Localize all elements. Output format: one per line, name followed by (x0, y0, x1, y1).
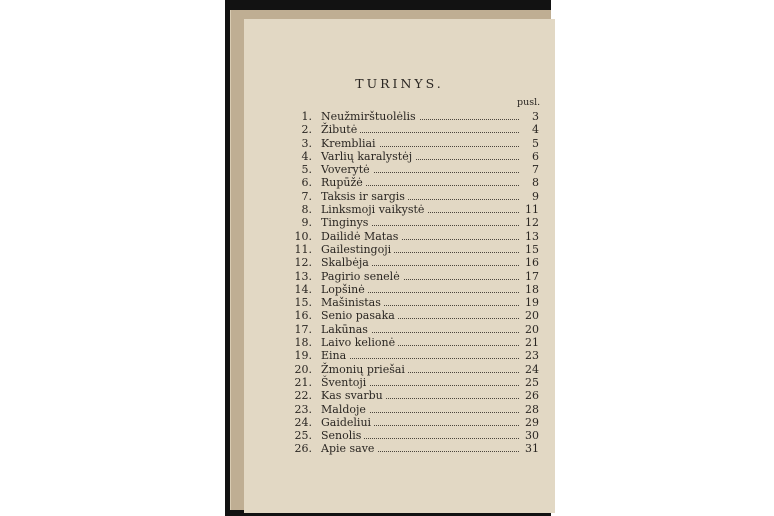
dot-leader (324, 358, 519, 359)
entry-title: Žmonių priešai (321, 363, 408, 376)
toc-heading: TURINYS. (355, 76, 444, 91)
entry-title: Rupūžė (321, 176, 366, 189)
entry-title: Skalbėja (321, 256, 372, 269)
entry-number: 4. (301, 149, 312, 163)
entry-page-number: 15 (525, 242, 539, 256)
entry-page-number: 16 (525, 256, 539, 270)
entry-title: Apie save (321, 442, 377, 455)
toc-entry (244, 349, 555, 362)
entry-number: 6. (301, 176, 312, 190)
entry-title: Voverytė (321, 163, 373, 176)
entry-page-number: 19 (525, 296, 539, 310)
entry-page-number: 5 (532, 136, 539, 150)
entry-page-number: 12 (525, 216, 539, 230)
entry-title: Gailestingoji (321, 243, 394, 256)
entry-page-number: 30 (525, 429, 539, 443)
entry-page-number: 11 (525, 203, 539, 217)
entry-number: 3. (301, 136, 312, 150)
entry-page-number: 18 (525, 282, 539, 296)
entry-title: Lopšinė (321, 283, 368, 296)
entry-number: 10. (294, 229, 312, 243)
toc-entry (244, 176, 555, 189)
entry-number: 21. (294, 375, 312, 389)
toc-entry (244, 323, 555, 336)
entry-number: 18. (294, 336, 312, 350)
entry-number: 1. (301, 110, 312, 123)
entry-title: Varlių karalystėj (321, 150, 415, 163)
entry-page-number: 9 (532, 189, 539, 203)
toc-entry (244, 230, 555, 243)
toc-entry (244, 243, 555, 256)
entry-page-number: 20 (525, 322, 539, 336)
entry-number: 17. (294, 322, 312, 336)
toc-entry (244, 256, 555, 269)
entry-page-number: 20 (525, 309, 539, 323)
toc-entry (244, 123, 555, 136)
entry-number: 14. (294, 282, 312, 296)
entry-title: Žibutė (321, 123, 360, 136)
entry-title: Laivo kelionė (321, 336, 398, 349)
toc-entry (244, 150, 555, 163)
entry-title: Dailidė Matas (321, 230, 401, 243)
entry-number: 13. (294, 269, 312, 283)
entry-number: 15. (294, 296, 312, 310)
entry-page-number: 26 (525, 389, 539, 403)
entry-page-number: 21 (525, 336, 539, 350)
toc-entry (244, 190, 555, 203)
entry-page-number: 3 (532, 110, 539, 123)
toc-entry (244, 163, 555, 176)
toc-entry (244, 416, 555, 429)
page-column-label: pusl. (517, 97, 541, 108)
toc-entry (244, 110, 555, 123)
entry-title: Maldoje (321, 403, 369, 416)
entry-title: Neužmirštuolėlis (321, 110, 419, 123)
entry-title: Tinginys (321, 216, 371, 229)
toc-entry (244, 283, 555, 296)
entry-title: Krembliai (321, 137, 379, 150)
toc-entry (244, 296, 555, 309)
entry-number: 2. (301, 123, 312, 137)
entry-title: Gaideliui (321, 416, 374, 429)
toc-entry (244, 442, 555, 455)
entry-page-number: 13 (525, 229, 539, 243)
toc-entry (244, 403, 555, 416)
entry-title: Eina (321, 349, 349, 362)
entry-title: Kas svarbu (321, 389, 386, 402)
book-photo (225, 0, 551, 516)
toc-entry (244, 336, 555, 349)
entry-title: Lakūnas (321, 323, 371, 336)
entry-title: Šventoji (321, 376, 369, 389)
entry-number: 16. (294, 309, 312, 323)
entry-number: 22. (294, 389, 312, 403)
toc-entry (244, 376, 555, 389)
toc-entry (244, 270, 555, 283)
entry-page-number: 25 (525, 375, 539, 389)
entry-title: Senolis (321, 429, 364, 442)
entry-page-number: 4 (532, 123, 539, 137)
toc-list (244, 110, 555, 456)
entry-title: Pagirio senelė (321, 270, 403, 283)
entry-number: 23. (294, 402, 312, 416)
entry-number: 12. (294, 256, 312, 270)
toc-entry (244, 309, 555, 322)
entry-page-number: 6 (532, 149, 539, 163)
entry-page-number: 7 (532, 163, 539, 177)
entry-number: 20. (294, 362, 312, 376)
book-page (244, 19, 555, 513)
entry-title: Senio pasaka (321, 309, 398, 322)
entry-page-number: 29 (525, 415, 539, 429)
entry-page-number: 28 (525, 402, 539, 416)
entry-page-number: 31 (525, 442, 539, 456)
entry-number: 9. (301, 216, 312, 230)
toc-entry (244, 363, 555, 376)
entry-number: 5. (301, 163, 312, 177)
entry-page-number: 23 (525, 349, 539, 363)
toc-entry (244, 216, 555, 229)
entry-number: 26. (294, 442, 312, 456)
entry-title: Mašinistas (321, 296, 384, 309)
entry-number: 24. (294, 415, 312, 429)
entry-number: 19. (294, 349, 312, 363)
entry-page-number: 8 (532, 176, 539, 190)
entry-number: 8. (301, 203, 312, 217)
entry-page-number: 17 (525, 269, 539, 283)
entry-number: 25. (294, 429, 312, 443)
entry-number: 11. (294, 242, 312, 256)
toc-entry (244, 203, 555, 216)
entry-title: Linksmoji vaikystė (321, 203, 427, 216)
page-stack (230, 10, 551, 510)
entry-page-number: 24 (525, 362, 539, 376)
entry-number: 7. (301, 189, 312, 203)
entry-title: Taksis ir sargis (321, 190, 408, 203)
toc-entry (244, 429, 555, 442)
toc-entry (244, 389, 555, 402)
toc-entry (244, 137, 555, 150)
